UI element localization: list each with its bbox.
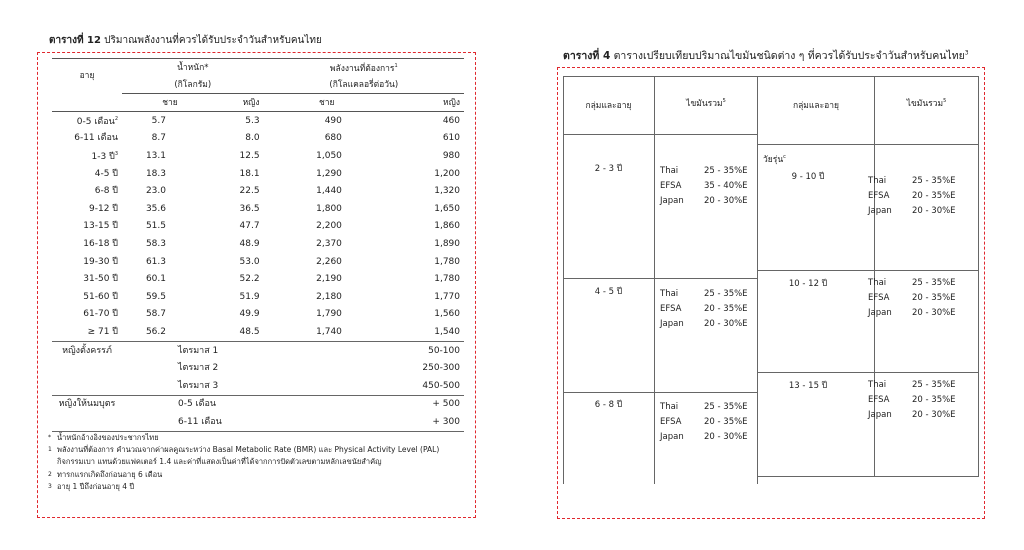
age-cell — [52, 130, 122, 148]
fat-value: 20 - 30%E — [704, 319, 748, 329]
fat-row — [660, 302, 748, 317]
age-cell — [52, 270, 122, 288]
table12-title-text: ปริมาณพลังงานที่ควรได้รับประจำวันสำหรับคนไทย — [104, 35, 322, 46]
t4-right-top — [757, 76, 978, 77]
fat-row — [660, 287, 748, 302]
energy-table — [52, 58, 464, 432]
pregnant-value: 250-300 — [422, 363, 460, 374]
weight-male: 56.2 — [145, 326, 166, 337]
footnote-mark: 3 — [48, 482, 52, 490]
energy-row — [52, 306, 464, 324]
header-energy-unit: (กิโลแคลอรี่ต่อวัน) — [264, 76, 464, 94]
pregnant-row — [52, 341, 464, 359]
lactating-sub: 6-11 เดือน — [122, 413, 264, 431]
header-weight: น้ำหนัก* — [122, 59, 264, 77]
lactating-row — [52, 413, 464, 431]
age-cell — [52, 112, 122, 130]
weight-female: 48.9 — [239, 238, 260, 249]
lactating-row — [52, 395, 464, 413]
fat-value: 20 - 30%E — [912, 308, 956, 318]
fat-source: Thai — [660, 402, 679, 412]
special-rows — [52, 341, 464, 431]
pregnant-label — [52, 359, 122, 377]
weight-female: 48.5 — [239, 326, 260, 337]
t4-header-fat-right — [875, 96, 978, 110]
age-cell — [52, 200, 122, 218]
energy-row — [52, 288, 464, 306]
age-cell — [52, 235, 122, 253]
energy-female: 1,200 — [434, 168, 460, 179]
energy-female: 980 — [442, 150, 460, 161]
age-label: 16-18 ปี — [83, 238, 118, 249]
energy-female: 610 — [442, 133, 460, 144]
footnote — [48, 456, 439, 468]
energy-female: 1,650 — [434, 203, 460, 214]
header-energy-label: พลังงานที่ต้องการ — [329, 63, 395, 74]
fat-values-right — [868, 276, 956, 321]
t4-header-group-right: กลุ่มและอายุ — [792, 101, 840, 111]
age-label: 0-5 เดือน — [76, 117, 115, 128]
energy-female: 1,540 — [434, 326, 460, 337]
fat-value: 20 - 30%E — [912, 410, 956, 420]
t4-left-rule-1 — [563, 278, 758, 279]
fat-source: Japan — [660, 432, 684, 442]
footnote-text: น้ำหนักอ้างอิงของประชากรไทย — [57, 433, 159, 442]
footnote — [48, 444, 439, 456]
lactating-value: + 500 — [390, 395, 464, 413]
energy-female: 1,780 — [434, 274, 460, 285]
fat-age-left: 2 - 3 ปี — [594, 164, 623, 174]
fat-row — [868, 408, 956, 423]
t4-header-fat-right-note: 5 — [943, 98, 947, 105]
footnote — [48, 432, 439, 444]
energy-male: 680 — [324, 133, 342, 144]
energy-male: 2,190 — [316, 274, 342, 285]
footnote-text: อายุ 1 ปีถึงก่อนอายุ 4 ปี — [57, 481, 135, 491]
energy-rows — [52, 112, 464, 342]
age-label: 13-15 ปี — [83, 221, 118, 232]
energy-row — [52, 182, 464, 200]
pregnant-row — [52, 377, 464, 395]
energy-male: 490 — [324, 115, 342, 126]
header-energy-male: ชาย — [264, 94, 390, 112]
t4-teen-label — [763, 152, 786, 166]
energy-row — [52, 147, 464, 165]
t4-border-right — [978, 76, 979, 477]
energy-row — [52, 200, 464, 218]
header-weight-male: ชาย — [122, 94, 218, 112]
age-cell — [52, 306, 122, 324]
pregnant-value: 50-100 — [390, 341, 464, 359]
weight-male: 58.3 — [145, 238, 166, 249]
t4-right-bottom — [757, 476, 978, 477]
energy-row — [52, 323, 464, 341]
t4-header-fat-left-label: ไขมันรวม — [686, 99, 723, 109]
t4-header-fat-right-label: ไขมันรวม — [906, 99, 944, 109]
t4-teen-label-text: วัยรุ่น — [763, 155, 784, 165]
fat-source: Japan — [660, 196, 684, 206]
fat-value: 20 - 35%E — [704, 304, 748, 314]
fat-row — [660, 430, 748, 445]
fat-value: 25 - 35%E — [704, 166, 748, 176]
age-label: 61-70 ปี — [83, 309, 118, 320]
weight-female: 22.5 — [239, 186, 260, 197]
t4-header-fat-left-note: 5 — [722, 98, 726, 105]
fat-source: Japan — [868, 410, 892, 420]
fat-source: EFSA — [868, 395, 890, 405]
energy-row — [52, 235, 464, 253]
energy-female: 1,860 — [434, 221, 460, 232]
fat-row — [868, 189, 956, 204]
lactating-label — [52, 413, 122, 431]
fat-row — [660, 164, 748, 179]
fat-row — [660, 179, 748, 194]
fat-age-left: 6 - 8 ปี — [594, 400, 623, 410]
fat-source: Thai — [868, 380, 887, 390]
weight-male: 51.5 — [145, 221, 166, 232]
age-label: 4-5 ปี — [94, 168, 118, 179]
age-label: 6-11 เดือน — [74, 133, 118, 144]
energy-male: 1,440 — [316, 186, 342, 197]
table12-title — [49, 33, 322, 48]
energy-row — [52, 112, 464, 130]
fat-source: EFSA — [868, 191, 890, 201]
fat-value: 35 - 40%E — [704, 181, 748, 191]
energy-male: 1,740 — [316, 326, 342, 337]
fat-value: 20 - 30%E — [704, 196, 748, 206]
weight-male: 35.6 — [145, 203, 166, 214]
age-label: 31-50 ปี — [83, 274, 118, 285]
energy-row — [52, 218, 464, 236]
fat-row — [868, 291, 956, 306]
weight-female: 5.3 — [245, 115, 260, 126]
fat-source: EFSA — [660, 417, 682, 427]
weight-female: 47.7 — [239, 221, 260, 232]
footnote-mark: * — [48, 434, 51, 441]
energy-female: 1,890 — [434, 238, 460, 249]
fat-source: Thai — [660, 166, 679, 176]
fat-values-left — [660, 400, 748, 445]
weight-male: 59.5 — [145, 291, 166, 302]
fat-value: 25 - 35%E — [912, 380, 956, 390]
pregnant-label — [52, 377, 122, 395]
fat-source: Thai — [868, 278, 887, 288]
fat-row — [660, 400, 748, 415]
energy-male: 2,370 — [316, 238, 342, 249]
fat-row — [868, 306, 956, 321]
energy-row — [52, 253, 464, 271]
age-label: 51-60 ปี — [83, 291, 118, 302]
weight-female: 53.0 — [239, 256, 260, 267]
t4-col-divider-1 — [654, 76, 655, 484]
energy-female: 1,770 — [434, 291, 460, 302]
fat-row — [868, 276, 956, 291]
header-energy — [264, 59, 464, 77]
header-energy-female: หญิง — [390, 94, 464, 112]
age-label: 9-12 ปี — [89, 203, 118, 214]
energy-female: 1,320 — [434, 186, 460, 197]
weight-male: 61.3 — [145, 256, 166, 267]
fat-age-left: 4 - 5 ปี — [594, 287, 623, 297]
t4-teen-label-note: c — [783, 154, 786, 161]
weight-female: 49.9 — [239, 309, 260, 320]
fat-value: 20 - 35%E — [912, 293, 956, 303]
footnote-text: พลังงานที่ต้องการ คำนวณจากค่าผลคูณระหว่าง Basal Metabolic Rate (BMR) และ Physical Activity Level (PAL) — [57, 445, 440, 455]
energy-row — [52, 165, 464, 183]
weight-male: 13.1 — [145, 150, 166, 161]
pregnant-value: 450-500 — [422, 380, 460, 391]
fat-source: EFSA — [868, 293, 890, 303]
weight-female: 52.2 — [239, 274, 260, 285]
energy-male: 2,180 — [316, 291, 342, 302]
fat-values-right — [868, 174, 956, 219]
fat-row — [868, 174, 956, 189]
lactating-value: + 300 — [390, 413, 464, 431]
pregnant-row — [52, 359, 464, 377]
footnote-text: กิจกรรมเบา แทนด้วยแฟคเตอร์ 1.4 และค่าที่แสดงเป็นค่าที่ได้จากการปัดตัวเลขตามหลักเลขนัยสำคัญ — [57, 457, 382, 467]
fat-source: Japan — [868, 308, 892, 318]
fat-row — [868, 204, 956, 219]
fat-value: 20 - 30%E — [912, 206, 956, 216]
fat-table — [563, 76, 978, 484]
t4-header-fat-left — [655, 96, 757, 110]
fat-row — [660, 415, 748, 430]
weight-female: 18.1 — [239, 168, 260, 179]
age-note: 3 — [114, 151, 118, 158]
t4-header-group-left: กลุ่มและอายุ — [585, 101, 632, 111]
fat-value: 20 - 35%E — [704, 417, 748, 427]
fat-source: EFSA — [660, 181, 682, 191]
fat-value: 25 - 35%E — [704, 289, 748, 299]
energy-female: 1,560 — [434, 309, 460, 320]
header-weight-female: หญิง — [218, 94, 264, 112]
table4-title — [563, 47, 969, 64]
weight-male: 58.7 — [145, 309, 166, 320]
age-label: 19-30 ปี — [83, 256, 118, 267]
t4-right-rule-2 — [757, 372, 978, 373]
fat-value: 20 - 35%E — [912, 191, 956, 201]
fat-value: 25 - 35%E — [704, 402, 748, 412]
weight-female: 8.0 — [245, 133, 260, 144]
age-cell — [52, 218, 122, 236]
header-age: อายุ — [52, 59, 122, 94]
fat-value: 25 - 35%E — [912, 278, 956, 288]
fat-source: EFSA — [660, 304, 682, 314]
age-cell — [52, 323, 122, 341]
table4-title-note: 3 — [964, 49, 969, 57]
energy-male: 1,290 — [316, 168, 342, 179]
footnote-text: ทารกแรกเกิดถึงก่อนอายุ 6 เดือน — [57, 469, 163, 479]
energy-male: 1,800 — [316, 203, 342, 214]
weight-male: 60.1 — [145, 274, 166, 285]
weight-female: 36.5 — [239, 203, 260, 214]
energy-male: 1,790 — [316, 309, 342, 320]
footnote-mark: 2 — [48, 470, 52, 478]
energy-male: 2,260 — [316, 256, 342, 267]
fat-row — [868, 378, 956, 393]
fat-age-right: 10 - 12 ปี — [788, 279, 828, 289]
fat-value: 20 - 35%E — [912, 395, 956, 405]
t4-right-rule-1 — [757, 270, 978, 271]
table4-title-number: ตารางที่ 4 — [563, 50, 611, 62]
age-note: 2 — [114, 116, 118, 123]
fat-values-left — [660, 287, 748, 332]
fat-source: Japan — [660, 319, 684, 329]
fat-row — [660, 317, 748, 332]
header-energy-note: 1 — [394, 63, 398, 70]
fat-source: Thai — [868, 176, 887, 186]
fat-row — [868, 393, 956, 408]
fat-values-left — [660, 164, 748, 209]
header-weight-unit: (กิโลกรัม) — [122, 76, 264, 94]
age-cell — [52, 182, 122, 200]
age-label: ≥ 71 ปี — [87, 326, 118, 337]
fat-row — [660, 194, 748, 209]
weight-female: 51.9 — [239, 291, 260, 302]
weight-male: 5.7 — [151, 115, 166, 126]
t4-left-header-rule — [563, 134, 758, 135]
age-cell — [52, 165, 122, 183]
fat-values-right — [868, 378, 956, 423]
t4-border-left — [563, 76, 564, 484]
age-cell — [52, 288, 122, 306]
footnote — [48, 481, 439, 493]
fat-age-right: 9 - 10 ปี — [791, 172, 825, 182]
weight-female: 12.5 — [239, 150, 260, 161]
fat-value: 25 - 35%E — [912, 176, 956, 186]
age-cell — [52, 253, 122, 271]
energy-row — [52, 270, 464, 288]
pregnant-label: หญิงตั้งครรภ์ — [52, 341, 122, 359]
energy-female: 1,780 — [434, 256, 460, 267]
fat-source: Thai — [660, 289, 679, 299]
age-label: 1-3 ปี — [91, 152, 115, 163]
energy-female: 460 — [442, 115, 460, 126]
lactating-sub: 0-5 เดือน — [122, 395, 264, 413]
energy-male: 1,050 — [316, 150, 342, 161]
footnote-mark: 1 — [48, 446, 52, 454]
pregnant-sub: ไตรมาส 3 — [178, 380, 219, 391]
fat-source: Japan — [868, 206, 892, 216]
table4-title-text: ตารางเปรียบเทียบปริมาณไขมันชนิดต่าง ๆ ที่ควรได้รับประจำวันสำหรับคนไทย — [613, 50, 965, 62]
fat-age-right: 13 - 15 ปี — [788, 381, 828, 391]
age-label: 6-8 ปี — [94, 186, 118, 197]
fat-value: 20 - 30%E — [704, 432, 748, 442]
weight-male: 23.0 — [145, 186, 166, 197]
t4-left-rule-2 — [563, 392, 758, 393]
lactating-label: หญิงให้นมบุตร — [52, 395, 122, 413]
table12-title-number: ตารางที่ 12 — [49, 35, 101, 46]
age-cell — [52, 147, 122, 165]
weight-male: 18.3 — [145, 168, 166, 179]
pregnant-sub: ไตรมาส 1 — [122, 341, 264, 359]
energy-male: 2,200 — [316, 221, 342, 232]
pregnant-sub: ไตรมาส 2 — [178, 363, 219, 374]
weight-male: 8.7 — [151, 133, 166, 144]
t4-right-header-rule — [757, 144, 978, 145]
footnote — [48, 469, 439, 481]
energy-row — [52, 130, 464, 148]
table12-notes — [48, 432, 439, 493]
